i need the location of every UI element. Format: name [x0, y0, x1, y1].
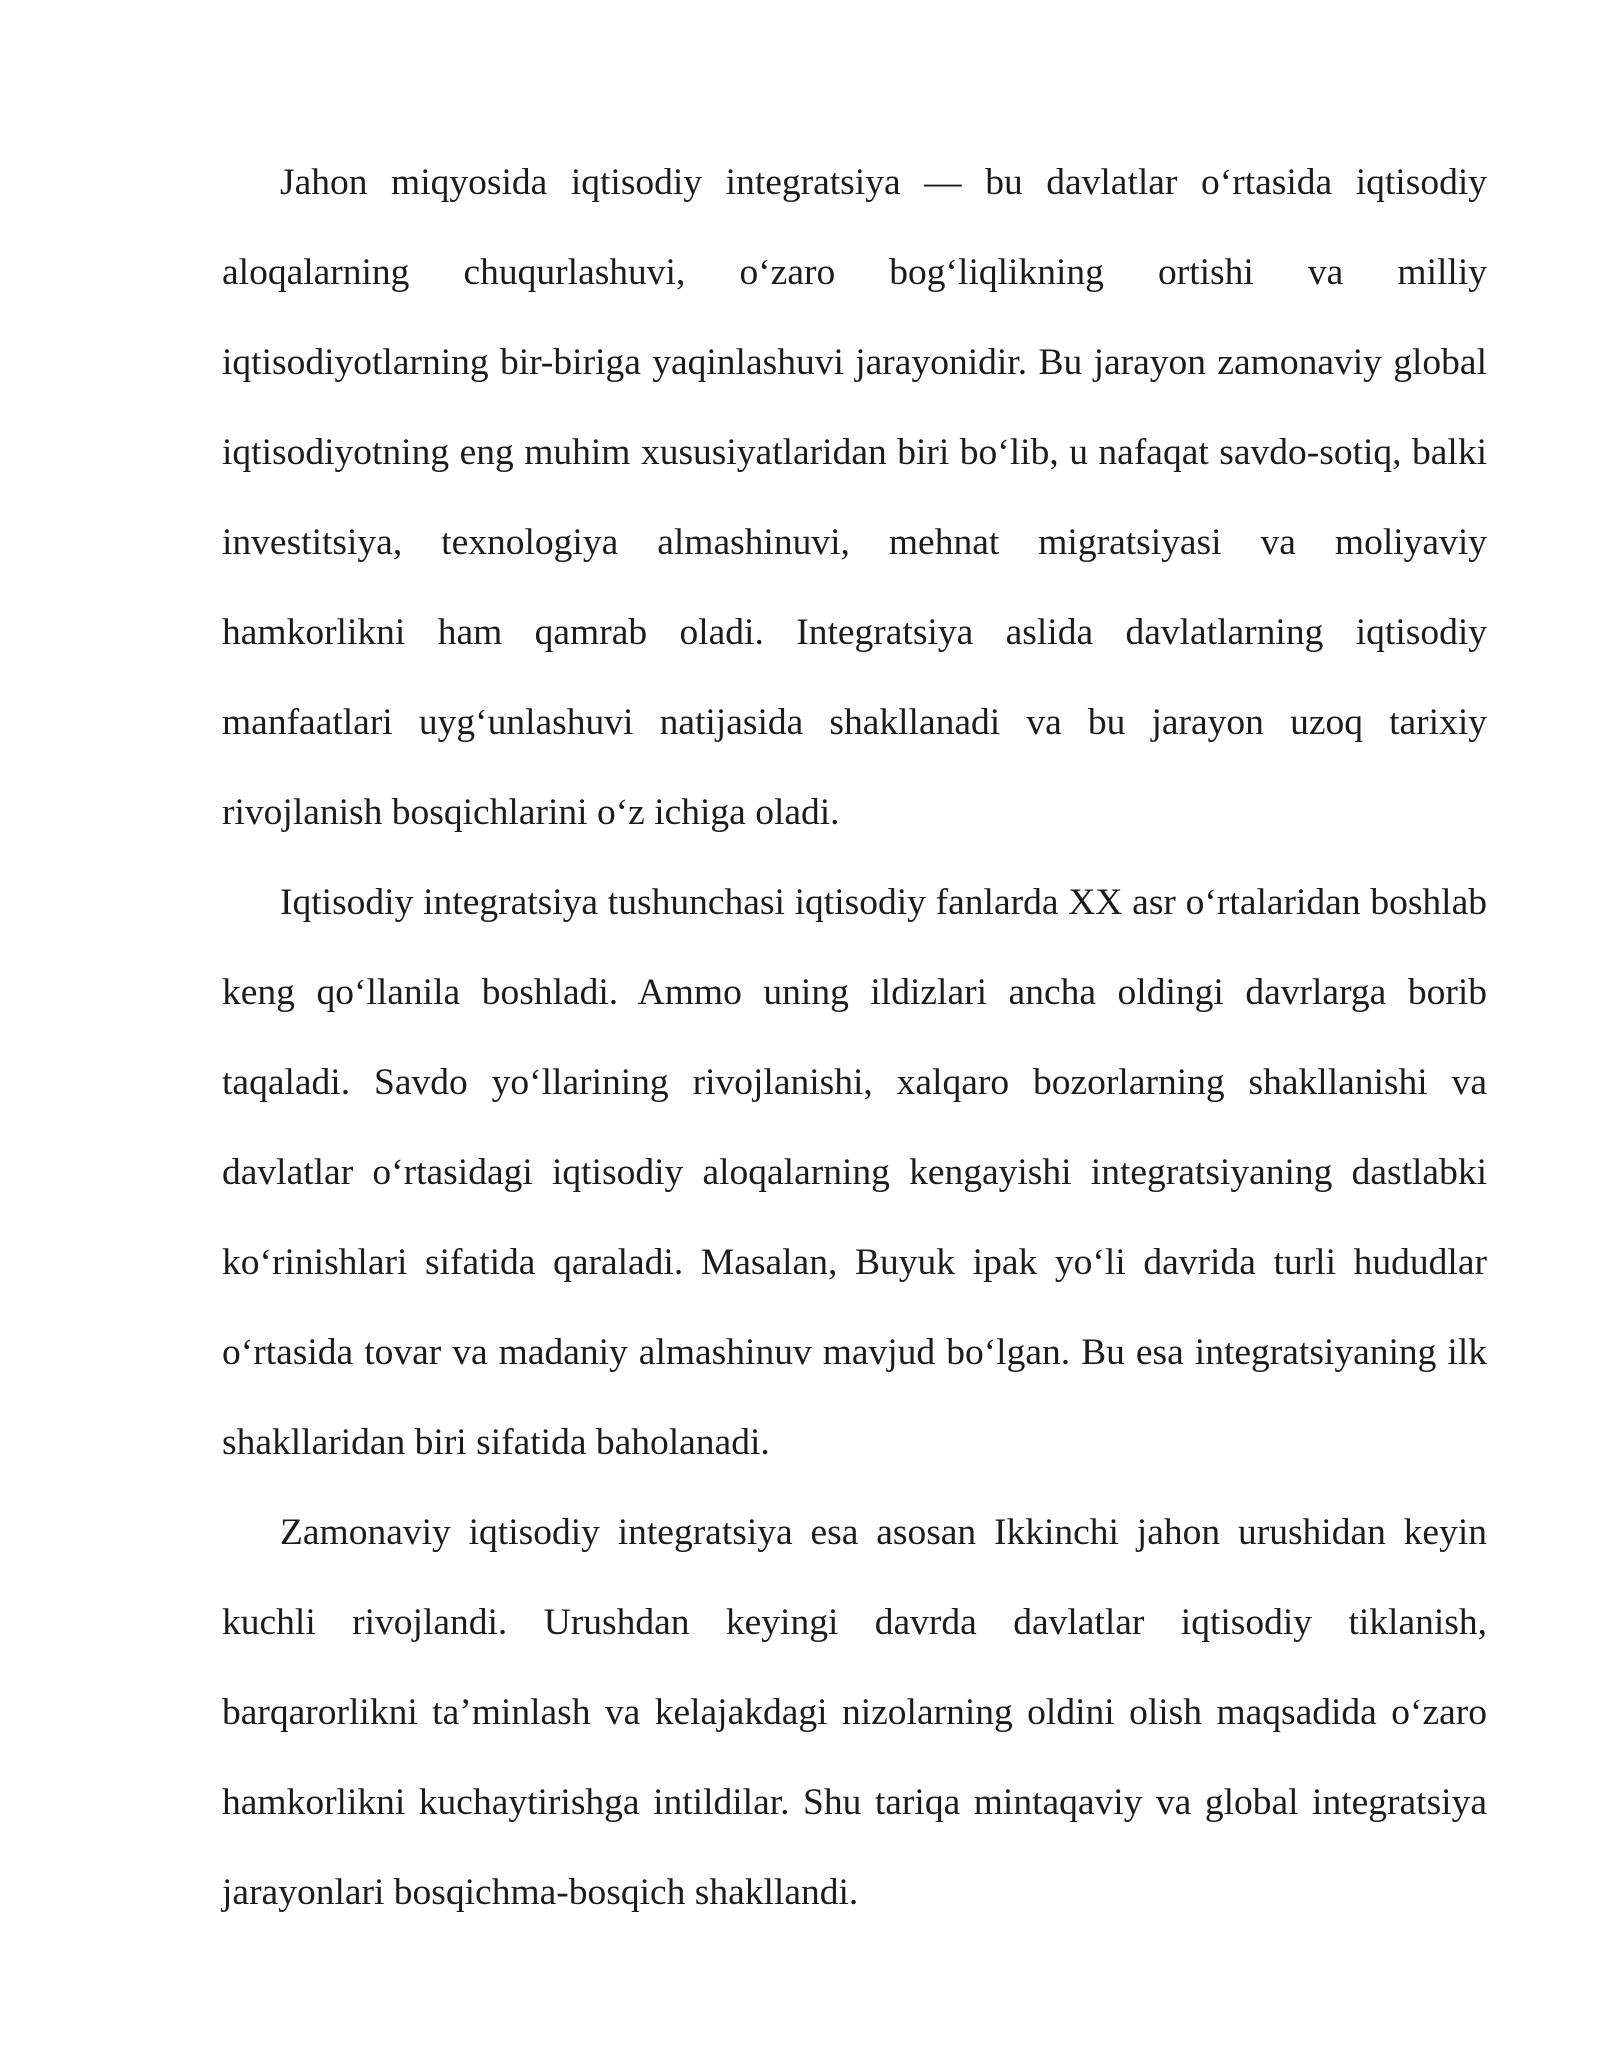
paragraph-2: Iqtisodiy integratsiya tushunchasi iqtisodiy fanlarda XX asr o‘rtalaridan boshlab keng qo‘llanila boshladi. Ammo uning ildizlari ancha oldingi davrlarga borib taqaladi. Savdo yo‘llarining rivojlanishi, xalqaro bozorlarning shakllanishi va davlatlar o‘rtasidagi iqtisodiy aloqalarning kengayishi integratsiyaning dastlabki ko‘rinishlari sifatida qaraladi. Masalan, Buyuk ipak yo‘li davrida turli hududlar o‘rtasida tovar va madaniy almashinuv mavjud bo‘lgan. Bu esa integratsiyaning ilk shakllaridan biri sifatida baholanadi.: [222, 882, 1487, 1463]
paragraph-3: Zamonaviy iqtisodiy integratsiya esa asosan Ikkinchi jahon urushidan keyin kuchli rivojlandi. Urushdan keyingi davrda davlatlar iqtisodiy tiklanish, barqarorlikni ta’minlash va kelajakdagi nizolarning oldini olish maqsadida o‘zaro hamkorlikni kuchaytirishga intildilar. Shu tariqa mintaqaviy va global integratsiya jarayonlari bosqichma-bosqich shakllandi.: [222, 1512, 1487, 1913]
document-body: [222, 138, 1487, 1938]
paragraph-1: Jahon miqyosida iqtisodiy integratsiya — bu davlatlar o‘rtasida iqtisodiy aloqalarning chuqurlashuvi, o‘zaro bog‘liqlikning ortishi va milliy iqtisodiyotlarning bir-biriga yaqinlashuvi jarayonidir. Bu jarayon zamonaviy global iqtisodiyotning eng muhim xususiyatlaridan biri bo‘lib, u nafaqat savdo-sotiq, balki investitsiya, texnologiya almashinuvi, mehnat migratsiyasi va moliyaviy hamkorlikni ham qamrab oladi. Integratsiya aslida davlatlarning iqtisodiy manfaatlari uyg‘unlashuvi natijasida shakllanadi va bu jarayon uzoq tarixiy rivojlanish bosqichlarini o‘z ichiga oladi.: [222, 162, 1487, 833]
